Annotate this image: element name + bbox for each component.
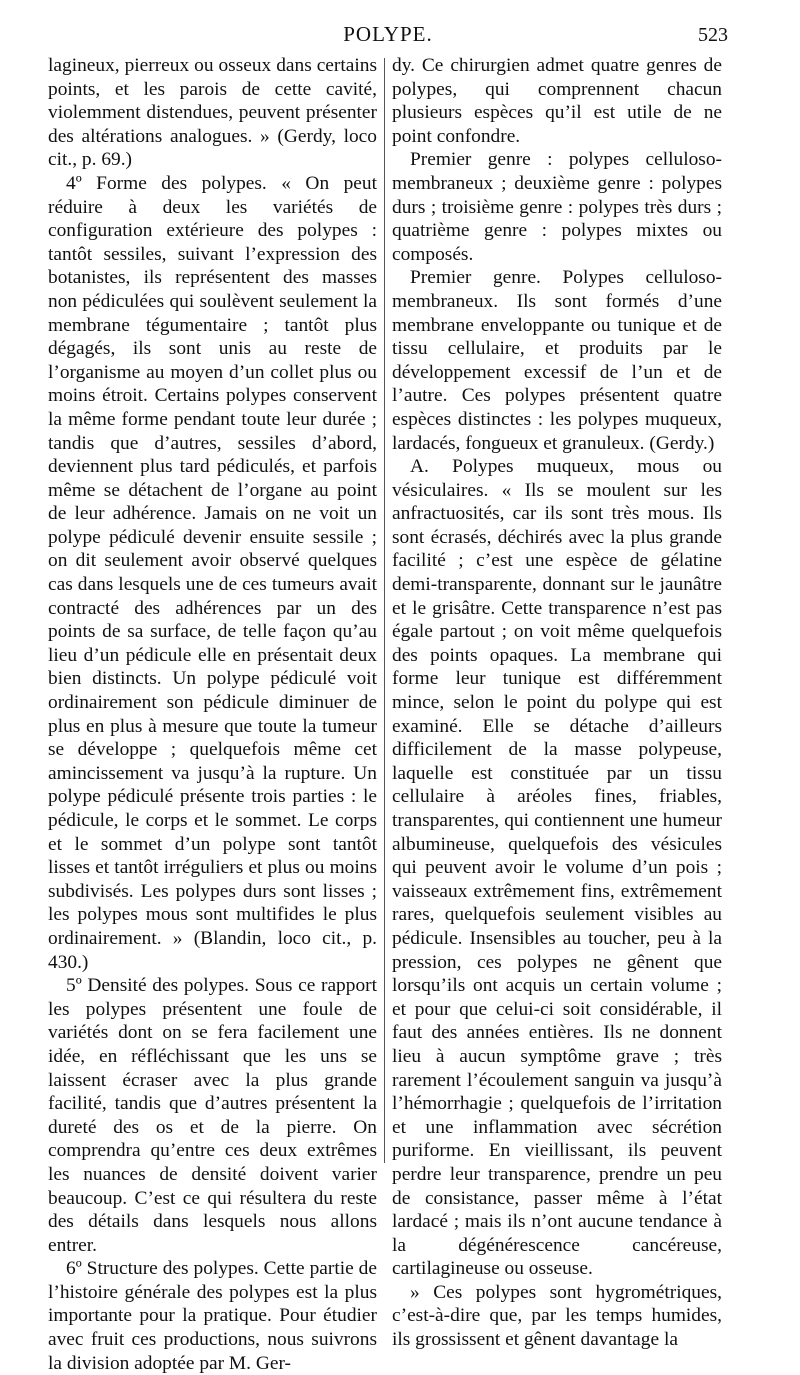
paragraph-hygrometriques: » Ces polypes sont hygrométriques, c’est-à-dire que, par les temps humides, ils grossissent et gênent davantage la xyxy=(392,1281,722,1351)
column-divider xyxy=(384,58,385,1163)
paragraph-genres-list: Premier genre : polypes celluloso-membraneux ; deuxième genre : polypes durs ; troisième genre : polypes très durs ; quatrième genre : polypes mixtes ou composés. xyxy=(392,149,722,265)
paragraph-densite-des-polypes: 5º Densité des polypes. Sous ce rapport les polypes présentent une foule de variétés dont on se fera facilement une idée, en réfléchissant que les uns se laissent écraser avec la plus grande facilité, tandis que d’autres présentent la dureté des os et de la pierre. On comprendra qu’entre ces deux extrêmes les nuances de densité doivent varier beaucoup. C’est ce qui résultera du reste des détails dans lesquels nous allons entrer. xyxy=(48,975,377,1256)
paragraph-structure-des-polypes: 6º Structure des polypes. Cette partie de l’histoire générale des polypes est la plus importante pour la pratique. Pour étudier avec fruit ces productions, nous suivrons la division adoptée par M. Ger- xyxy=(48,1258,377,1374)
left-column xyxy=(48,54,377,1375)
paragraph-gerdy-division: dy. Ce chirurgien admet quatre genres de polypes, qui comprennent chacun plusieurs espèces qu’il est utile de ne point confondre. xyxy=(392,55,722,147)
page-title: POLYPE. xyxy=(343,22,433,46)
paragraph-continuation: lagineux, pierreux ou osseux dans certains points, et les parois de cette cavité, violemment distendues, peuvent présenter des altérations analogues. » (Gerdy, loco cit., p. 69.) xyxy=(48,55,377,171)
right-column xyxy=(392,54,722,1352)
page-number: 523 xyxy=(698,24,728,46)
paragraph-premier-genre: Premier genre. Polypes celluloso-membraneux. Ils sont formés d’une membrane enveloppante ou tunique et de tissu cellulaire, et produits par le développement excessif de l’un et de l’autre. Ces polypes présentent quatre espèces distinctes : les polypes muqueux, lardacés, fongueux et granuleux. (Gerdy.) xyxy=(392,267,722,454)
running-header xyxy=(48,22,728,52)
paragraph-forme-des-polypes: 4º Forme des polypes. « On peut réduire à deux les variétés de configuration extérieure des polypes : tantôt sessiles, suivant l’expression des botanistes, ils représentent des masses non pédiculées qui soulèvent seulement la membrane tégumentaire ; tantôt plus dégagés, ils sont unis au reste de l’organisme au moyen d’un collet plus ou moins étroit. Certains polypes conservent la même forme pendant toute leur durée ; tandis que d’autres, sessiles d’abord, deviennent plus tard pédiculés, et parfois même se détachent de l’organe au point de leur adhérence. Jamais on ne voit un polype pédiculé devenir ensuite sessile ; on dit seulement avoir observé quelques cas dans lesquels une de ces tumeurs avait contracté des adhérences par un des points de sa surface, de telle façon qu’au lieu d’un pédicule elle en présentait deux bien distincts. Un polype pédiculé voit ordinairement son pédicule diminuer de plus en plus à mesure que toute la tumeur se développe ; quelquefois même cet amincissement va jusqu’à la rupture. Un polype pédiculé présente trois parties : le pédicule, le corps et le sommet. Le corps et le sommet d’un polype sont tantôt lisses et tantôt irréguliers et plus ou moins subdivisés. Les polypes durs sont lisses ; les polypes mous sont multifides le plus ordinairement. » (Blandin, loco cit., p. 430.) xyxy=(48,172,377,973)
paragraph-polypes-muqueux: A. Polypes muqueux, mous ou vésiculaires. « Ils se moulent sur les anfractuosités, car ils sont très mous. Ils sont écrasés, déchirés avec la plus grande facilité ; c’est une espèce de gélatine demi-transparente, donnant sur le jaunâtre et le grisâtre. Cette transparence n’est pas égale partout ; on voit même quelquefois des points opaques. La membrane qui forme leur tunique est différemment mince, selon le point du polype qui est examiné. Elle se détache d’ailleurs difficilement de la masse polypeuse, laquelle est constituée par un tissu cellulaire à aréoles fines, friables, transparentes, qui contiennent une humeur albumineuse, quelquefois des vésicules qui peuvent avoir le volume d’un pois ; vaisseaux extrêmement fins, extrêmement rares, quelquefois seulement visibles au pédicule. Insensibles au toucher, peu à la pression, ces polypes ne gênent que lorsqu’ils ont acquis un certain volume ; et pour que celui-ci soit considérable, il faut des années entières. Ils ne donnent lieu à aucun symptôme grave ; très rarement l’écoulement sanguin va jusqu’à l’hémorrhagie ; quelquefois de l’irritation et une inflammation avec sécrétion puriforme. En vieillissant, ils peuvent perdre leur transparence, prendre un peu de consistance, passer même à l’état lardacé ; mais ils n’ont aucune tendance à la dégénérescence cancéreuse, cartilagineuse ou osseuse. xyxy=(392,456,722,1280)
